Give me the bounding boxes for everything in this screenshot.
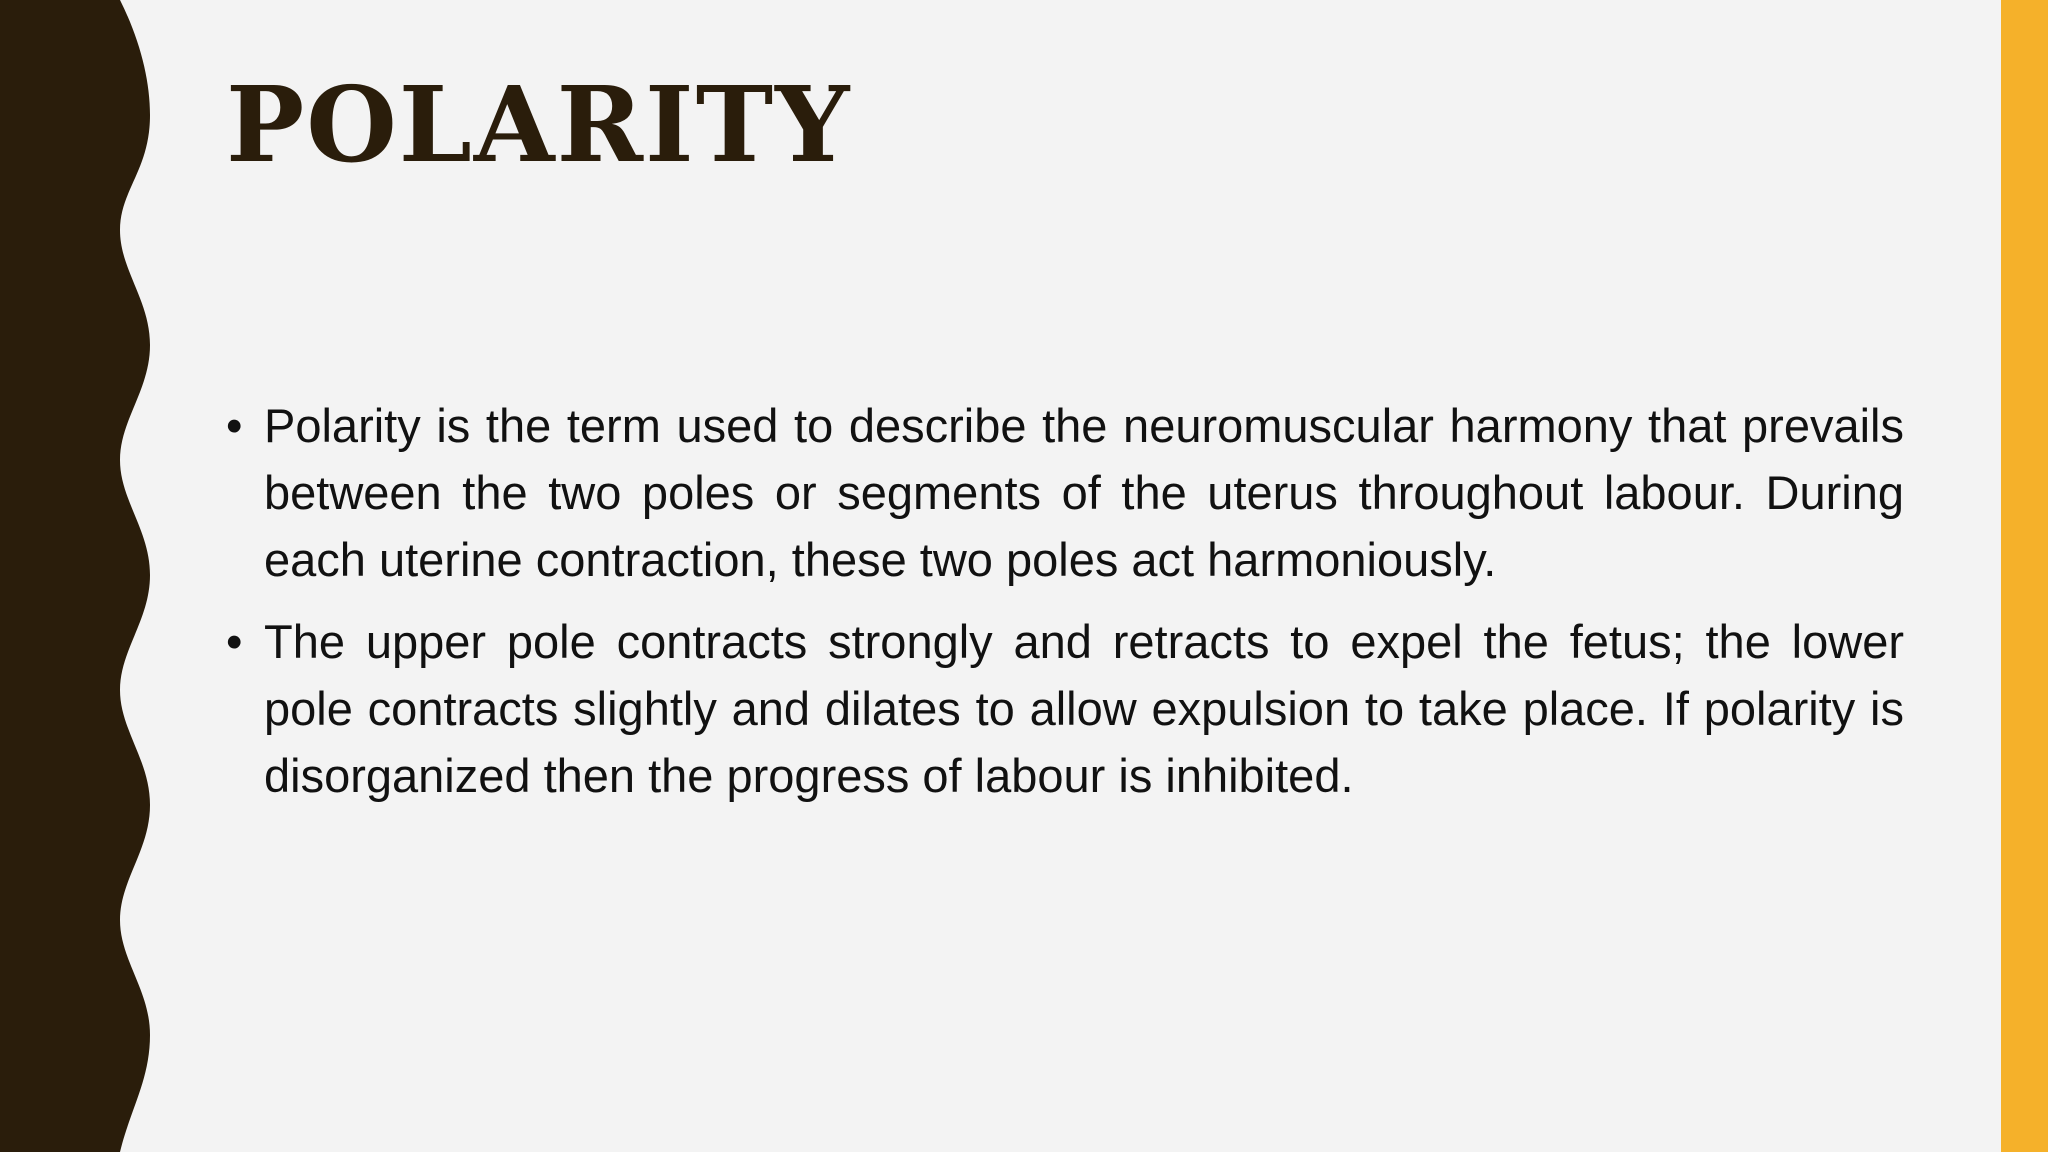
bullet-list — [226, 392, 1904, 824]
bullet-marker: • — [226, 615, 243, 668]
slide-title: POLARITY — [226, 63, 852, 186]
bullet-text: Polarity is the term used to describe the neuromuscular harmony that prevails between the two poles or segments of the uterus throughout labour. During each uterine contraction, these two poles act harmoniously. — [264, 399, 1904, 586]
bullet-item — [226, 392, 1904, 593]
bullet-item — [226, 608, 1904, 809]
bullet-marker: • — [226, 399, 243, 452]
bullet-text: The upper pole contracts strongly and retracts to expel the fetus; the lower pole contracts slightly and dilates to allow expulsion to take place. If polarity is disorganized then the progress of labour is inhibited. — [264, 615, 1904, 802]
wavy-border-decoration — [0, 0, 160, 1152]
accent-bar — [2001, 0, 2048, 1152]
